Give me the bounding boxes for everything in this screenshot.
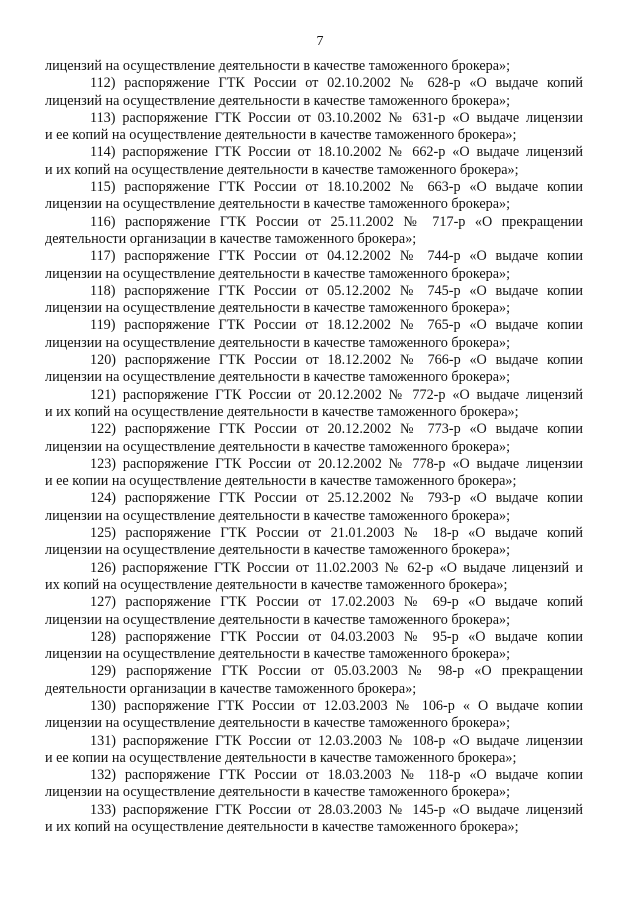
list-item-second-line: лицензии на осуществление деятельности в качестве таможенного брокера»; [45,369,511,386]
list-item-second-line: лицензии на осуществление деятельности в качестве таможенного брокера»; [45,542,511,559]
list-item-first-line: 130) распоряжение ГТК России от 12.03.2003 № 106-р « О выдаче копии [90,697,583,714]
list-item [45,629,583,664]
list-item [45,214,583,249]
list-item-first-line: 123) распоряжение ГТК России от 20.12.2002 № 778-р «О выдаче лицензии [90,455,583,472]
list-item-second-line: лицензий на осуществление деятельности в качестве таможенного брокера»; [45,92,511,109]
list-item-first-line: 129) распоряжение ГТК России от 05.03.2003 № 98-р «О прекращении [90,663,583,680]
list-item-second-line: деятельности организации в качестве таможенного брокера»; [45,230,417,247]
list-item [45,248,583,283]
list-item [45,490,583,525]
list-item-first-line: 122) распоряжение ГТК России от 20.12.2002 № 773-р «О выдаче копии [90,421,583,438]
list-item-second-line: и ее копии на осуществление деятельности в качестве таможенного брокера»; [45,473,517,490]
list-item [45,525,583,560]
list-item-first-line: 121) распоряжение ГТК России от 20.12.2002 № 772-р «О выдаче лицензий [90,386,583,403]
list-item-second-line: лицензии на осуществление деятельности в качестве таможенного брокера»; [45,784,511,801]
list-item-first-line: 115) распоряжение ГТК России от 18.10.2002 № 663-р «О выдаче копии [90,179,583,196]
list-item-first-line: 113) распоряжение ГТК России от 03.10.2002 № 631-р «О выдаче лицензии [90,109,583,126]
list-item-first-line: 120) распоряжение ГТК России от 18.12.2002 № 766-р «О выдаче копии [90,352,583,369]
continued-line: лицензий на осуществление деятельности в качестве таможенного брокера»; [45,58,511,74]
list-item [45,456,583,491]
list-item-second-line: лицензии на осуществление деятельности в качестве таможенного брокера»; [45,507,511,524]
list-item-first-line: 114) распоряжение ГТК России от 18.10.2002 № 662-р «О выдаче лицензий [90,144,583,161]
list-item-first-line: 128) распоряжение ГТК России от 04.03.2003 № 95-р «О выдаче копии [90,628,583,645]
list-item [45,594,583,629]
list-item-first-line: 126) распоряжение ГТК России от 11.02.2003 № 62-р «О выдаче лицензий и [90,559,583,576]
list-item-second-line: лицензии на осуществление деятельности в качестве таможенного брокера»; [45,334,511,351]
document-body [45,58,583,836]
list-item [45,110,583,145]
list-item-second-line: лицензии на осуществление деятельности в качестве таможенного брокера»; [45,438,511,455]
list-item-second-line: и ее копии на осуществление деятельности в качестве таможенного брокера»; [45,749,517,766]
list-item-second-line: и их копий на осуществление деятельности в качестве таможенного брокера»; [45,403,519,420]
list-item-first-line: 117) распоряжение ГТК России от 04.12.2002 № 744-р «О выдаче копии [90,248,583,265]
list-item [45,144,583,179]
list-item-second-line: и их копий на осуществление деятельности в качестве таможенного брокера»; [45,819,519,836]
list-item-second-line: лицензии на осуществление деятельности в качестве таможенного брокера»; [45,646,511,663]
list-item-second-line: лицензии на осуществление деятельности в качестве таможенного брокера»; [45,611,511,628]
list-item [45,75,583,110]
list-item [45,421,583,456]
list-item [45,387,583,422]
list-item [45,767,583,802]
list-item [45,802,583,837]
page-number: 7 [316,34,324,49]
list-item-first-line: 124) распоряжение ГТК России от 25.12.2002 № 793-р «О выдаче копии [90,490,583,507]
list-item-first-line: 127) распоряжение ГТК России от 17.02.2003 № 69-р «О выдаче копий [90,594,583,611]
list-item-second-line: лицензии на осуществление деятельности в качестве таможенного брокера»; [45,300,511,317]
list-item-second-line: их копий на осуществление деятельности в качестве таможенного брокера»; [45,576,508,593]
list-item-second-line: лицензии на осуществление деятельности в качестве таможенного брокера»; [45,265,511,282]
list-item-second-line: лицензии на осуществление деятельности в качестве таможенного брокера»; [45,715,511,732]
list-item-first-line: 132) распоряжение ГТК России от 18.03.2003 № 118-р «О выдаче копии [90,767,583,784]
list-item-second-line: и их копий на осуществление деятельности в качестве таможенного брокера»; [45,161,519,178]
list-item [45,179,583,214]
list-item-first-line: 131) распоряжение ГТК России от 12.03.2003 № 108-р «О выдаче лицензии [90,732,583,749]
list-item-first-line: 119) распоряжение ГТК России от 18.12.2002 № 765-р «О выдаче копии [90,317,583,334]
list-item-first-line: 116) распоряжение ГТК России от 25.11.2002 № 717-р «О прекращении [90,213,583,230]
list-item [45,317,583,352]
order-list [45,75,583,836]
list-item [45,283,583,318]
list-item [45,733,583,768]
list-item-first-line: 118) распоряжение ГТК России от 05.12.2002 № 745-р «О выдаче копии [90,282,583,299]
list-item-second-line: и ее копий на осуществление деятельности в качестве таможенного брокера»; [45,127,517,144]
list-item-first-line: 125) распоряжение ГТК России от 21.01.2003 № 18-р «О выдаче копий [90,525,583,542]
list-item-first-line: 133) распоряжение ГТК России от 28.03.2003 № 145-р «О выдаче лицензий [90,801,583,818]
list-item [45,352,583,387]
list-item [45,663,583,698]
list-item [45,560,583,595]
list-item-first-line: 112) распоряжение ГТК России от 02.10.2002 № 628-р «О выдаче копий [90,75,583,92]
list-item [45,698,583,733]
list-item-second-line: лицензии на осуществление деятельности в качестве таможенного брокера»; [45,196,511,213]
list-item-second-line: деятельности организации в качестве таможенного брокера»; [45,680,417,697]
